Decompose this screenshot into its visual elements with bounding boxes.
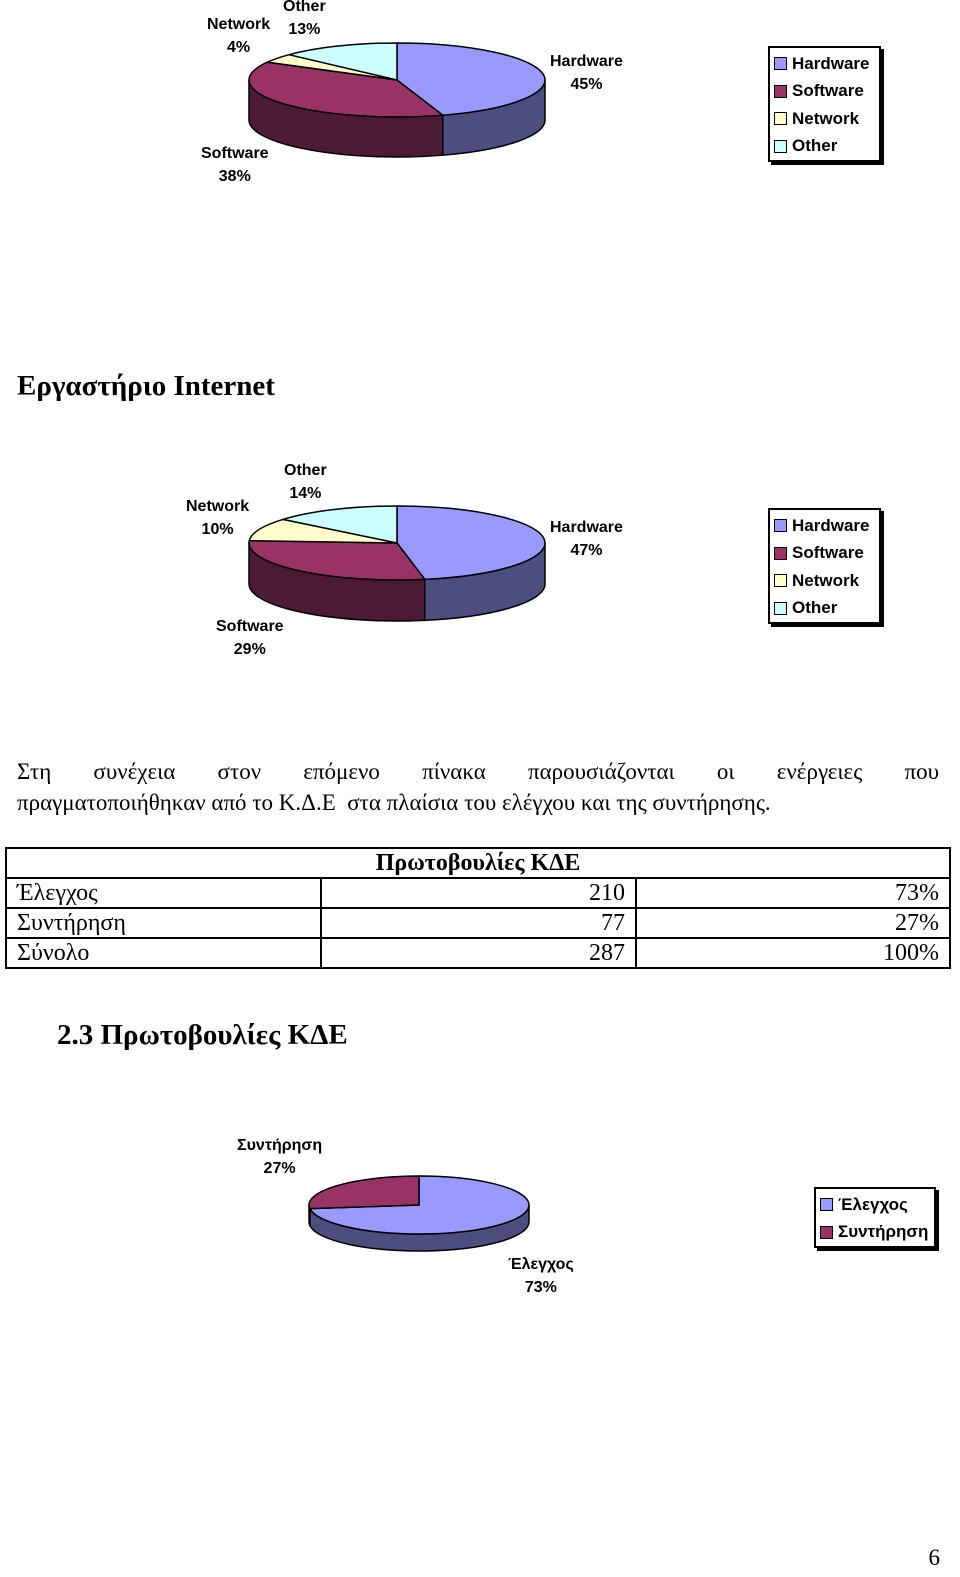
pie-chart-1: [0, 0, 960, 200]
chart-1-legend: [768, 46, 881, 162]
legend-swatch: [820, 1226, 833, 1239]
legend-swatch: [774, 547, 787, 560]
chart-3-legend: [814, 1187, 936, 1248]
table-row: [6, 878, 950, 908]
legend-item-network: Network: [774, 105, 875, 133]
word: επόμενο: [303, 759, 380, 784]
legend-item-software: Software: [774, 540, 875, 568]
row-percent: 73%: [636, 878, 950, 908]
legend-item-other: Other: [774, 133, 875, 161]
word: οι: [716, 759, 735, 784]
word: πίνακα: [422, 759, 486, 784]
slice-label-network: Network 4%: [207, 16, 271, 56]
slice-label-network: Network 10%: [186, 498, 250, 538]
slice-label-software: Software 29%: [216, 618, 284, 658]
legend-swatch: [774, 519, 787, 532]
slice-label-maintenance: Συντήρηση 27%: [237, 1137, 323, 1177]
word: συνέχεια: [93, 759, 176, 784]
row-label: Συντήρηση: [6, 908, 321, 938]
paragraph-line-1: [17, 756, 939, 787]
heading-lab-internet: Εργαστήριο Internet: [17, 370, 275, 402]
table-row: [6, 938, 950, 968]
legend-item-maintenance: Συντήρηση: [820, 1219, 930, 1247]
row-count: 77: [321, 908, 636, 938]
legend-item-inspection: Έλεγχος: [820, 1191, 930, 1219]
slice-label-inspection: Έλεγχος 73%: [508, 1256, 574, 1296]
row-count: 210: [321, 878, 636, 908]
slice-label-other: Other 14%: [284, 462, 327, 502]
slice-label-hardware: Hardware 45%: [550, 53, 623, 93]
legend-swatch: [820, 1198, 833, 1211]
row-label: Σύνολο: [6, 938, 321, 968]
legend-swatch: [774, 602, 787, 615]
chart-2-legend: [768, 508, 881, 624]
legend-item-software: Software: [774, 78, 875, 106]
legend-item-hardware: Hardware: [774, 512, 875, 540]
legend-item-network: Network: [774, 567, 875, 595]
pie-chart-2: [0, 455, 960, 670]
row-percent: 27%: [636, 908, 950, 938]
pie-slice-maintenance: [309, 1176, 419, 1209]
legend-item-hardware: Hardware: [774, 50, 875, 78]
slice-label-software: Software 38%: [201, 145, 269, 185]
legend-swatch: [774, 574, 787, 587]
legend-swatch: [774, 140, 787, 153]
word: παρουσιάζονται: [527, 759, 675, 784]
slice-label-hardware: Hardware 47%: [550, 519, 623, 559]
pie-chart-3: [0, 1130, 960, 1310]
table-title: Πρωτοβουλίες ΚΔΕ: [6, 848, 950, 878]
legend-item-other: Other: [774, 595, 875, 623]
word: στον: [217, 759, 262, 784]
row-label: Έλεγχος: [6, 878, 321, 908]
initiatives-table: [5, 847, 951, 969]
table-row: [6, 908, 950, 938]
row-count: 287: [321, 938, 636, 968]
paragraph-line-2: πραγματοποιήθηκαν από το Κ.Δ.Ε στα πλαίσια του ελέγχου και της συντήρησης.: [17, 790, 771, 815]
legend-swatch: [774, 57, 787, 70]
row-percent: 100%: [636, 938, 950, 968]
word: που: [904, 759, 939, 784]
table-title-row: [6, 848, 950, 878]
intro-paragraph: [17, 756, 939, 818]
legend-swatch: [774, 112, 787, 125]
page-number: 6: [928, 1545, 940, 1570]
heading-section-2-3: 2.3 Πρωτοβουλίες ΚΔΕ: [57, 1019, 348, 1051]
legend-swatch: [774, 85, 787, 98]
word: Στη: [17, 759, 52, 784]
word: ενέργειες: [776, 759, 863, 784]
slice-label-other: Other 13%: [283, 0, 326, 38]
